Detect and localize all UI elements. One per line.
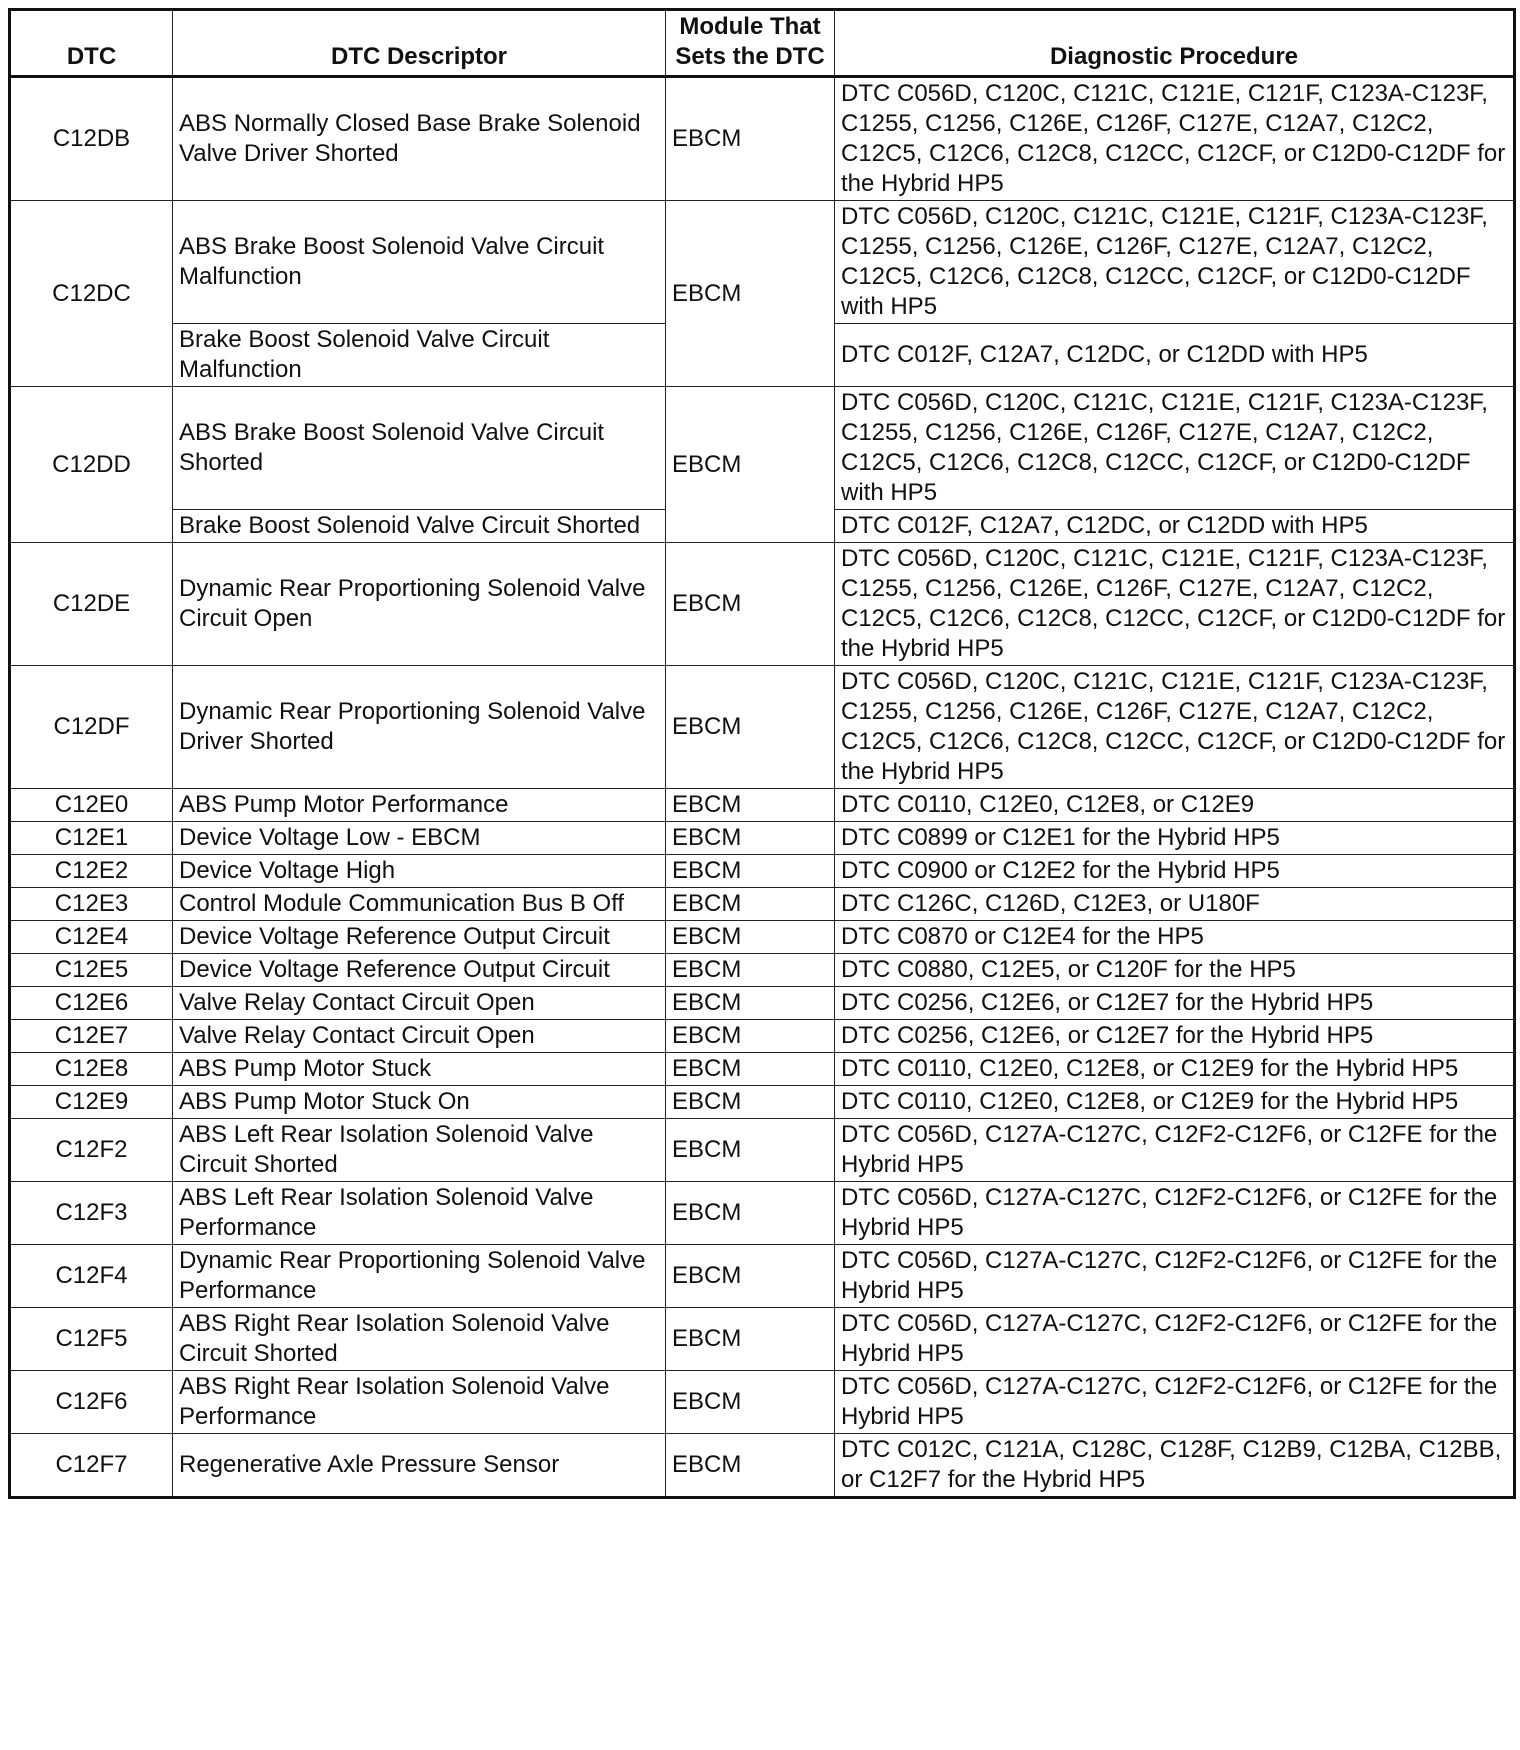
- dtc-descriptor-cell: ABS Brake Boost Solenoid Valve Circuit Shorted: [173, 387, 666, 510]
- diagnostic-procedure-cell: DTC C056D, C120C, C121C, C121E, C121F, C123A-C123F, C1255, C1256, C126E, C126F, C127E, C12A7, C12C2, C12C5, C12C6, C12C8, C12CC, C12CF, or C12D0-C12DF with HP5: [835, 387, 1515, 510]
- table-row: [10, 855, 1515, 888]
- module-cell: EBCM: [666, 954, 835, 987]
- diagnostic-procedure-cell: DTC C0256, C12E6, or C12E7 for the Hybrid HP5: [835, 1020, 1515, 1053]
- dtc-descriptor-cell: Valve Relay Contact Circuit Open: [173, 1020, 666, 1053]
- dtc-code-cell: C12E8: [10, 1053, 173, 1086]
- module-cell: EBCM: [666, 1086, 835, 1119]
- module-cell: EBCM: [666, 888, 835, 921]
- dtc-descriptor-cell: Dynamic Rear Proportioning Solenoid Valve Performance: [173, 1245, 666, 1308]
- header-dtc: DTC: [10, 10, 173, 77]
- dtc-code-cell: C12E2: [10, 855, 173, 888]
- dtc-descriptor-cell: Valve Relay Contact Circuit Open: [173, 987, 666, 1020]
- table-row: [10, 1308, 1515, 1371]
- diagnostic-procedure-cell: DTC C0110, C12E0, C12E8, or C12E9: [835, 789, 1515, 822]
- dtc-code-cell: C12DB: [10, 77, 173, 201]
- dtc-descriptor-cell: Brake Boost Solenoid Valve Circuit Malfunction: [173, 324, 666, 387]
- diagnostic-procedure-cell: DTC C056D, C120C, C121C, C121E, C121F, C123A-C123F, C1255, C1256, C126E, C126F, C127E, C12A7, C12C2, C12C5, C12C6, C12C8, C12CC, C12CF, or C12D0-C12DF for the Hybrid HP5: [835, 543, 1515, 666]
- module-cell: EBCM: [666, 921, 835, 954]
- dtc-code-cell: C12DD: [10, 387, 173, 543]
- module-cell: EBCM: [666, 666, 835, 789]
- dtc-descriptor-cell: ABS Pump Motor Performance: [173, 789, 666, 822]
- dtc-descriptor-cell: ABS Left Rear Isolation Solenoid Valve Performance: [173, 1182, 666, 1245]
- table-row: [10, 1371, 1515, 1434]
- table-row: [10, 1245, 1515, 1308]
- diagnostic-procedure-cell: DTC C056D, C127A-C127C, C12F2-C12F6, or C12FE for the Hybrid HP5: [835, 1308, 1515, 1371]
- header-procedure: Diagnostic Procedure: [835, 10, 1515, 77]
- diagnostic-procedure-cell: DTC C0110, C12E0, C12E8, or C12E9 for the Hybrid HP5: [835, 1086, 1515, 1119]
- table-row: [10, 921, 1515, 954]
- dtc-code-cell: C12E3: [10, 888, 173, 921]
- module-cell: EBCM: [666, 1020, 835, 1053]
- table-header-row: [10, 10, 1515, 77]
- diagnostic-procedure-cell: DTC C056D, C120C, C121C, C121E, C121F, C123A-C123F, C1255, C1256, C126E, C126F, C127E, C12A7, C12C2, C12C5, C12C6, C12C8, C12CC, C12CF, or C12D0-C12DF for the Hybrid HP5: [835, 77, 1515, 201]
- dtc-descriptor-cell: ABS Pump Motor Stuck On: [173, 1086, 666, 1119]
- dtc-code-cell: C12E5: [10, 954, 173, 987]
- dtc-code-cell: C12E6: [10, 987, 173, 1020]
- module-cell: EBCM: [666, 822, 835, 855]
- module-cell: EBCM: [666, 789, 835, 822]
- module-cell: EBCM: [666, 855, 835, 888]
- table-row: [10, 1182, 1515, 1245]
- dtc-descriptor-cell: Dynamic Rear Proportioning Solenoid Valve Driver Shorted: [173, 666, 666, 789]
- dtc-descriptor-cell: ABS Left Rear Isolation Solenoid Valve Circuit Shorted: [173, 1119, 666, 1182]
- dtc-descriptor-cell: ABS Brake Boost Solenoid Valve Circuit Malfunction: [173, 201, 666, 324]
- module-cell: EBCM: [666, 201, 835, 387]
- dtc-descriptor-cell: ABS Right Rear Isolation Solenoid Valve Circuit Shorted: [173, 1308, 666, 1371]
- diagnostic-procedure-cell: DTC C0870 or C12E4 for the HP5: [835, 921, 1515, 954]
- module-cell: EBCM: [666, 543, 835, 666]
- dtc-descriptor-cell: Control Module Communication Bus B Off: [173, 888, 666, 921]
- module-cell: EBCM: [666, 1371, 835, 1434]
- diagnostic-procedure-cell: DTC C0900 or C12E2 for the Hybrid HP5: [835, 855, 1515, 888]
- diagnostic-procedure-cell: DTC C056D, C127A-C127C, C12F2-C12F6, or C12FE for the Hybrid HP5: [835, 1371, 1515, 1434]
- module-cell: EBCM: [666, 1182, 835, 1245]
- dtc-descriptor-cell: ABS Right Rear Isolation Solenoid Valve Performance: [173, 1371, 666, 1434]
- dtc-code-cell: C12F4: [10, 1245, 173, 1308]
- table-row: [10, 987, 1515, 1020]
- table-row: [10, 1119, 1515, 1182]
- diagnostic-procedure-cell: DTC C0899 or C12E1 for the Hybrid HP5: [835, 822, 1515, 855]
- dtc-descriptor-cell: Device Voltage Reference Output Circuit: [173, 921, 666, 954]
- table-row: [10, 77, 1515, 201]
- table-row: [10, 1434, 1515, 1498]
- module-cell: EBCM: [666, 1245, 835, 1308]
- dtc-descriptor-cell: Regenerative Axle Pressure Sensor: [173, 1434, 666, 1498]
- diagnostic-procedure-cell: DTC C126C, C126D, C12E3, or U180F: [835, 888, 1515, 921]
- module-cell: EBCM: [666, 1119, 835, 1182]
- diagnostic-procedure-cell: DTC C056D, C127A-C127C, C12F2-C12F6, or C12FE for the Hybrid HP5: [835, 1245, 1515, 1308]
- header-descriptor: DTC Descriptor: [173, 10, 666, 77]
- diagnostic-procedure-cell: DTC C0256, C12E6, or C12E7 for the Hybrid HP5: [835, 987, 1515, 1020]
- dtc-code-cell: C12E7: [10, 1020, 173, 1053]
- dtc-code-cell: C12E0: [10, 789, 173, 822]
- diagnostic-procedure-cell: DTC C056D, C120C, C121C, C121E, C121F, C123A-C123F, C1255, C1256, C126E, C126F, C127E, C12A7, C12C2, C12C5, C12C6, C12C8, C12CC, C12CF, or C12D0-C12DF for the Hybrid HP5: [835, 666, 1515, 789]
- table-row: [10, 666, 1515, 789]
- module-cell: EBCM: [666, 387, 835, 543]
- table-body: [10, 77, 1515, 1498]
- dtc-code-cell: C12DF: [10, 666, 173, 789]
- dtc-code-cell: C12E9: [10, 1086, 173, 1119]
- dtc-descriptor-cell: Device Voltage Reference Output Circuit: [173, 954, 666, 987]
- dtc-table-page: [8, 8, 1513, 1499]
- module-cell: EBCM: [666, 1308, 835, 1371]
- table-row: [10, 543, 1515, 666]
- module-cell: EBCM: [666, 77, 835, 201]
- dtc-code-cell: C12DE: [10, 543, 173, 666]
- dtc-code-cell: C12E4: [10, 921, 173, 954]
- table-row: [10, 1020, 1515, 1053]
- table-row: [10, 1053, 1515, 1086]
- dtc-code-cell: C12F5: [10, 1308, 173, 1371]
- dtc-descriptor-cell: Dynamic Rear Proportioning Solenoid Valve Circuit Open: [173, 543, 666, 666]
- diagnostic-procedure-cell: DTC C0880, C12E5, or C120F for the HP5: [835, 954, 1515, 987]
- table-row: [10, 888, 1515, 921]
- diagnostic-procedure-cell: DTC C056D, C120C, C121C, C121E, C121F, C123A-C123F, C1255, C1256, C126E, C126F, C127E, C12A7, C12C2, C12C5, C12C6, C12C8, C12CC, C12CF, or C12D0-C12DF with HP5: [835, 201, 1515, 324]
- table-row: [10, 1086, 1515, 1119]
- table-row: [10, 387, 1515, 510]
- module-cell: EBCM: [666, 1053, 835, 1086]
- diagnostic-procedure-cell: DTC C056D, C127A-C127C, C12F2-C12F6, or C12FE for the Hybrid HP5: [835, 1119, 1515, 1182]
- dtc-descriptor-cell: ABS Normally Closed Base Brake Solenoid Valve Driver Shorted: [173, 77, 666, 201]
- diagnostic-procedure-cell: DTC C012F, C12A7, C12DC, or C12DD with HP5: [835, 324, 1515, 387]
- dtc-code-cell: C12DC: [10, 201, 173, 387]
- table-row: [10, 201, 1515, 324]
- dtc-descriptor-cell: Brake Boost Solenoid Valve Circuit Shorted: [173, 510, 666, 543]
- dtc-descriptor-cell: Device Voltage High: [173, 855, 666, 888]
- diagnostic-procedure-cell: DTC C012F, C12A7, C12DC, or C12DD with HP5: [835, 510, 1515, 543]
- diagnostic-procedure-cell: DTC C056D, C127A-C127C, C12F2-C12F6, or C12FE for the Hybrid HP5: [835, 1182, 1515, 1245]
- module-cell: EBCM: [666, 987, 835, 1020]
- dtc-descriptor-cell: ABS Pump Motor Stuck: [173, 1053, 666, 1086]
- diagnostic-procedure-cell: DTC C0110, C12E0, C12E8, or C12E9 for the Hybrid HP5: [835, 1053, 1515, 1086]
- table-row: [10, 954, 1515, 987]
- dtc-code-cell: C12F2: [10, 1119, 173, 1182]
- diagnostic-procedure-cell: DTC C012C, C121A, C128C, C128F, C12B9, C12BA, C12BB, or C12F7 for the Hybrid HP5: [835, 1434, 1515, 1498]
- module-cell: EBCM: [666, 1434, 835, 1498]
- dtc-code-cell: C12F7: [10, 1434, 173, 1498]
- dtc-code-cell: C12F6: [10, 1371, 173, 1434]
- dtc-code-cell: C12F3: [10, 1182, 173, 1245]
- table-row: [10, 822, 1515, 855]
- dtc-code-cell: C12E1: [10, 822, 173, 855]
- dtc-table: [8, 8, 1516, 1499]
- table-row: [10, 789, 1515, 822]
- header-module: Module That Sets the DTC: [666, 10, 835, 77]
- dtc-descriptor-cell: Device Voltage Low - EBCM: [173, 822, 666, 855]
